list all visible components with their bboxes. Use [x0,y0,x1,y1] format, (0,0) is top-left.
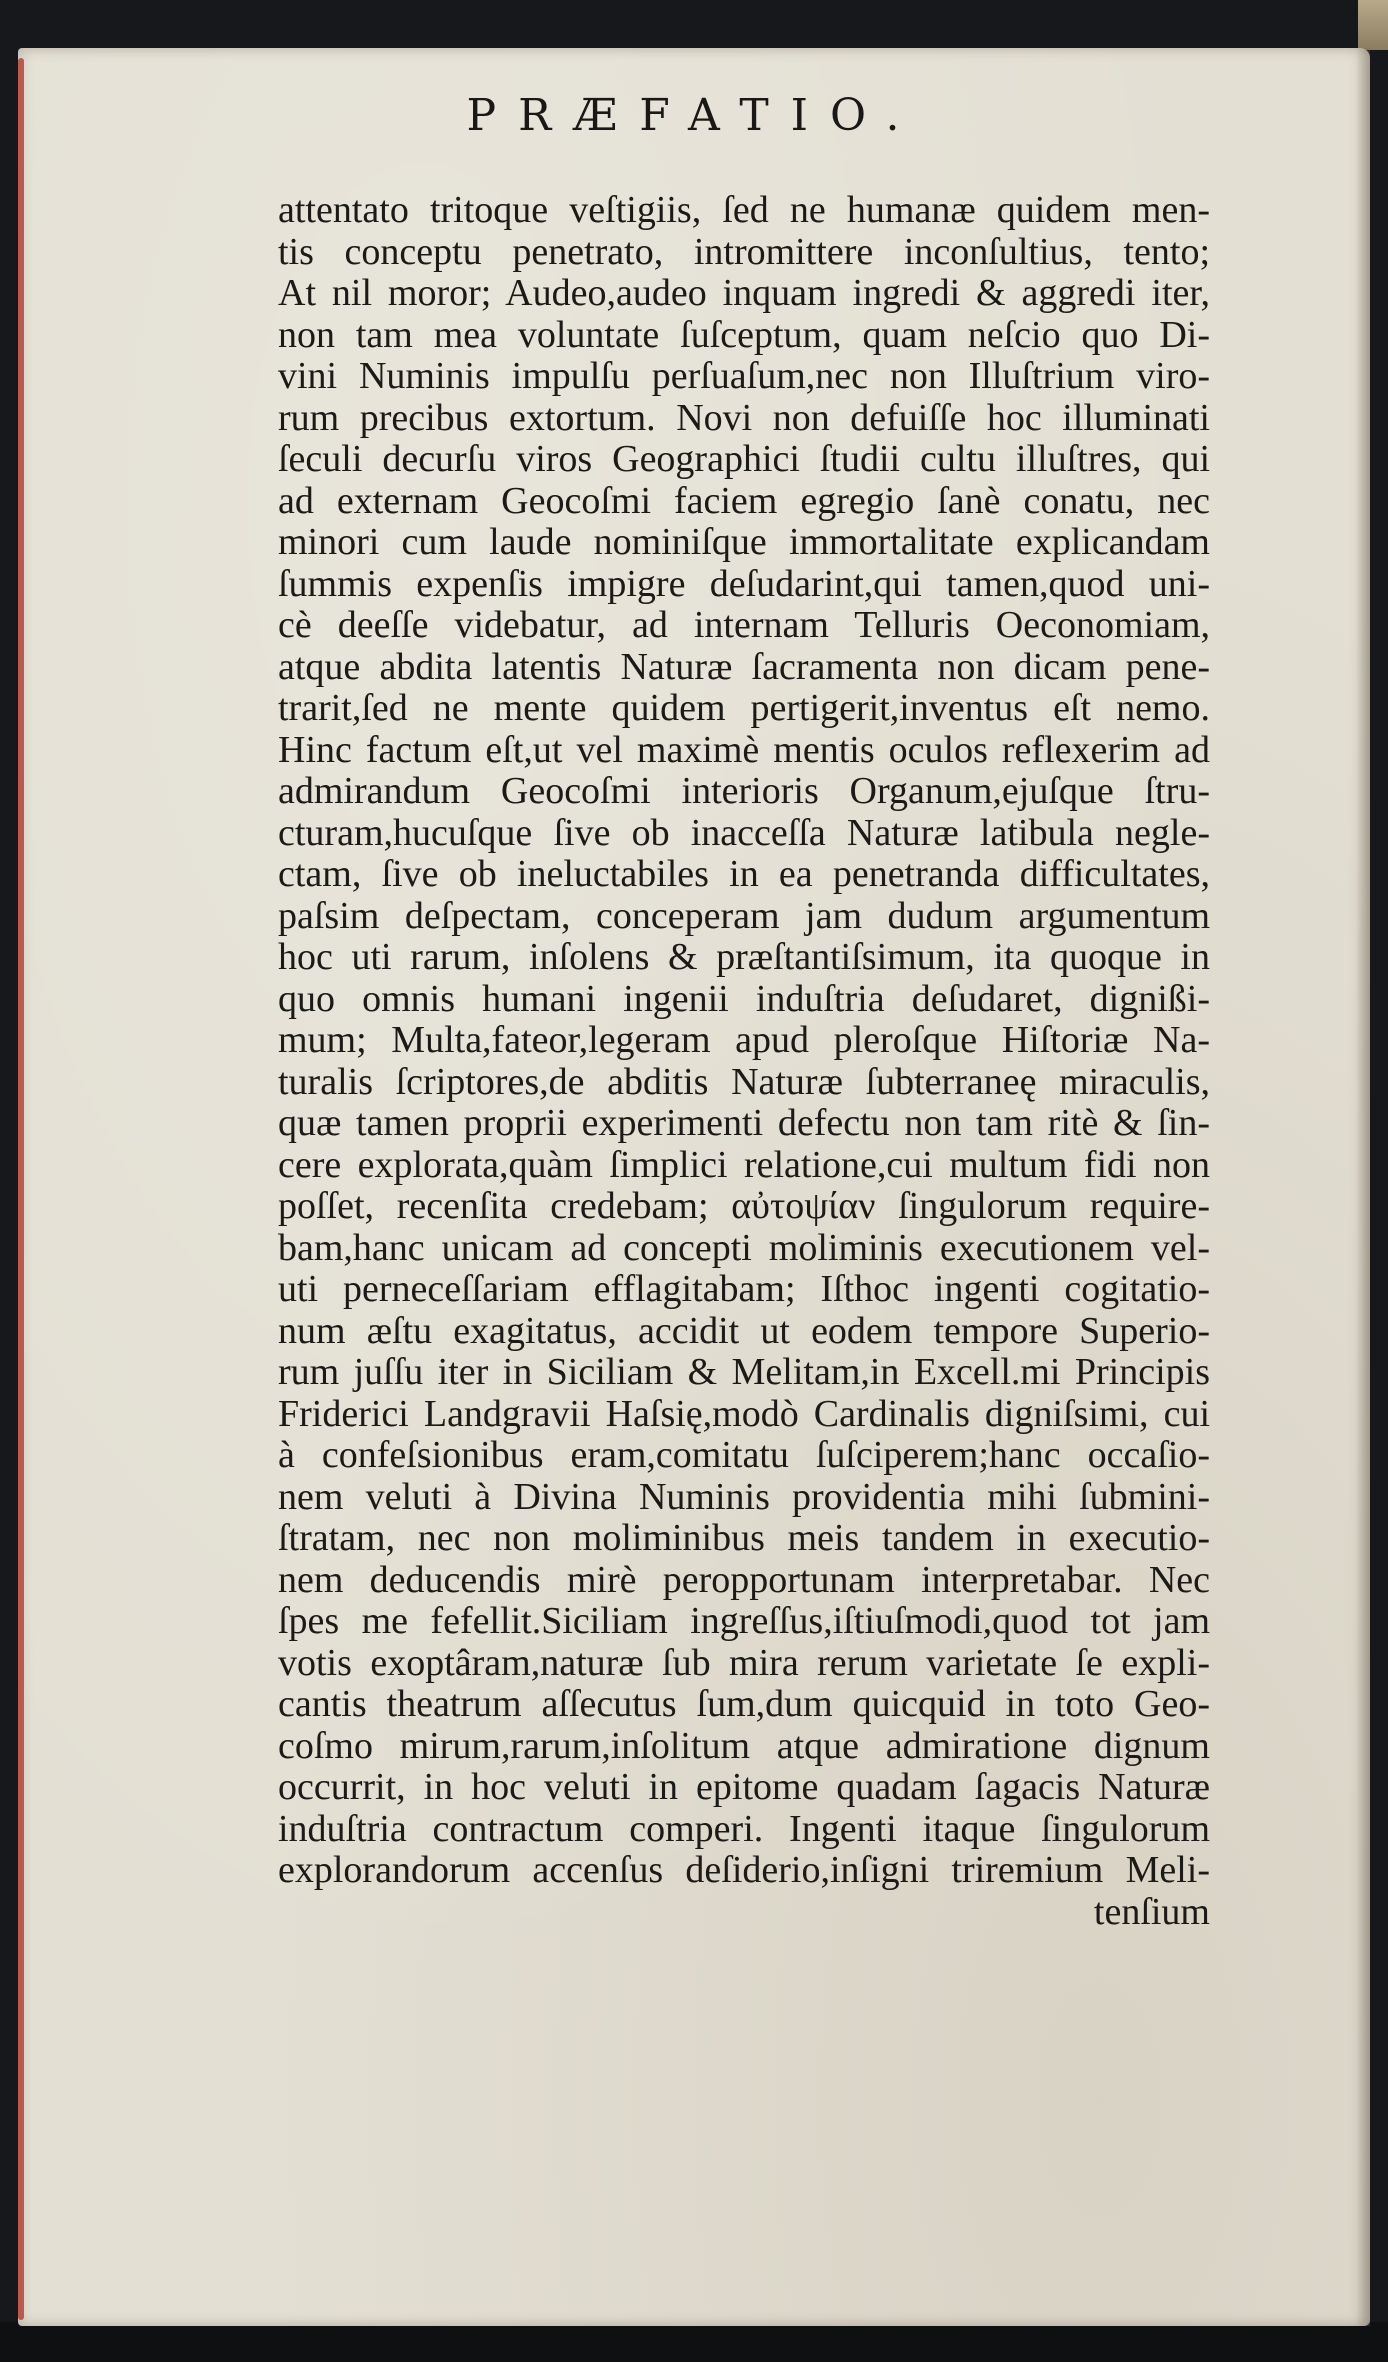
text-line: explorandorum accenſus deſiderio,inſigni triremium Meli- [278,1850,1210,1891]
text-line: admirandum Geocoſmi interioris Organum,ejuſque ſtru- [278,771,1210,812]
text-line: cantis theatrum aſſecutus ſum,dum quicquid in toto Geo- [278,1684,1210,1725]
text-line: bam,hanc unicam ad concepti moliminis executionem vel- [278,1227,1210,1269]
text-line: poſſet, recenſita credebam; αὐτοψίαν ſingulorum require- [278,1186,1210,1227]
text-line: nem deducendis mirè peropportunam interpretabar. Nec [278,1559,1210,1601]
text-line: tis conceptu penetrato, intromittere inconſultius, tento; [278,231,1210,273]
running-head: PRÆFATIO. [466,90,922,141]
text-line: minori cum laude nominiſque immortalitate explicandam [278,522,1210,563]
text-line: coſmo mirum,rarum,inſolitum atque admiratione dignum [278,1725,1210,1767]
text-line: Friderici Landgravii Haſsię,modò Cardinalis digniſsimi, cui [278,1393,1210,1435]
text-line: nem veluti à Divina Numinis providentia mihi ſubmini- [278,1476,1210,1518]
text-line: atque abdita latentis Naturæ ſacramenta non dicam pene- [278,646,1210,688]
text-line: vini Numinis impulſu perſuaſum,nec non Illuſtrium viro- [278,356,1210,397]
text-line: quo omnis humani ingenii induſtria deſudaret, dignißi- [278,978,1210,1020]
text-line: At nil moror; Audeo,audeo inquam ingredi & aggredi iter, [278,273,1210,314]
text-line: occurrit, in hoc veluti in epitome quadam ſagacis Naturæ [278,1767,1210,1808]
text-line: votis exoptâram,naturæ ſub mira rerum varietate ſe expli- [278,1642,1210,1684]
text-line: ſummis expenſis impigre deſudarint,qui tamen,quod uni- [278,563,1210,605]
text-line: hoc uti rarum, inſolens & præſtantiſsimum, ita quoque in [278,937,1210,978]
page-fore-edge-shadow [1356,48,1370,2326]
catchword: tenſium [1093,1891,1210,1933]
text-line: uti perneceſſariam efflagitabam; Iſthoc ingenti cogitatio- [278,1269,1210,1310]
text-line: ſpes me fefellit.Siciliam ingreſſus,iſtiuſmodi,quod tot jam [278,1601,1210,1642]
text-line: ctam, ſive ob ineluctabiles in ea penetranda difficultates, [278,854,1210,895]
text-line: non tam mea voluntate ſuſceptum, quam neſcio quo Di- [278,314,1210,356]
text-line: cturam,hucuſque ſive ob inacceſſa Naturæ latibula negle- [278,812,1210,854]
text-line: paſsim deſpectam, conceperam jam dudum argumentum [278,895,1210,937]
text-line: ſeculi decurſu viros Geographici ſtudii cultu illuſtres, qui [278,439,1210,480]
text-line: à confeſsionibus eram,comitatu ſuſciperem;hanc occaſio- [278,1435,1210,1476]
text-line: rum juſſu iter in Siciliam & Melitam,in Excell.mi Principis [278,1352,1210,1393]
text-line: induſtria contractum comperi. Ingenti itaque ſingulorum [278,1808,1210,1850]
text-line: num æſtu exagitatus, accidit ut eodem tempore Superio- [278,1310,1210,1352]
text-line: quæ tamen proprii experimenti defectu non tam ritè & ſin- [278,1103,1210,1144]
text-line: cere explorata,quàm ſimplici relatione,cui multum fidi non [278,1144,1210,1186]
text-line: turalis ſcriptores,de abditis Naturæ ſubterraneę miraculis, [278,1061,1210,1103]
text-line: Hinc factum eſt,ut vel maximè mentis oculos reflexerim ad [278,729,1210,771]
scan-background-strip [0,2322,1388,2362]
red-page-edge [18,58,24,2320]
body-text [278,190,1210,1933]
text-line: trarit,ſed ne mente quidem pertigerit,inventus eſt nemo. [278,688,1210,729]
next-page-edge [1358,0,1388,50]
text-line: ad externam Geocoſmi faciem egregio ſanè conatu, nec [278,480,1210,522]
text-line: cè deeſſe videbatur, ad internam Telluris Oeconomiam, [278,605,1210,646]
text-line: ſtratam, nec non moliminibus meis tandem in executio- [278,1518,1210,1559]
text-line: attentato tritoque veſtigiis, ſed ne humanæ quidem men- [278,190,1210,231]
text-line: mum; Multa,fateor,legeram apud pleroſque Hiſtoriæ Na- [278,1020,1210,1061]
text-line: rum precibus extortum. Novi non defuiſſe hoc illuminati [278,397,1210,439]
